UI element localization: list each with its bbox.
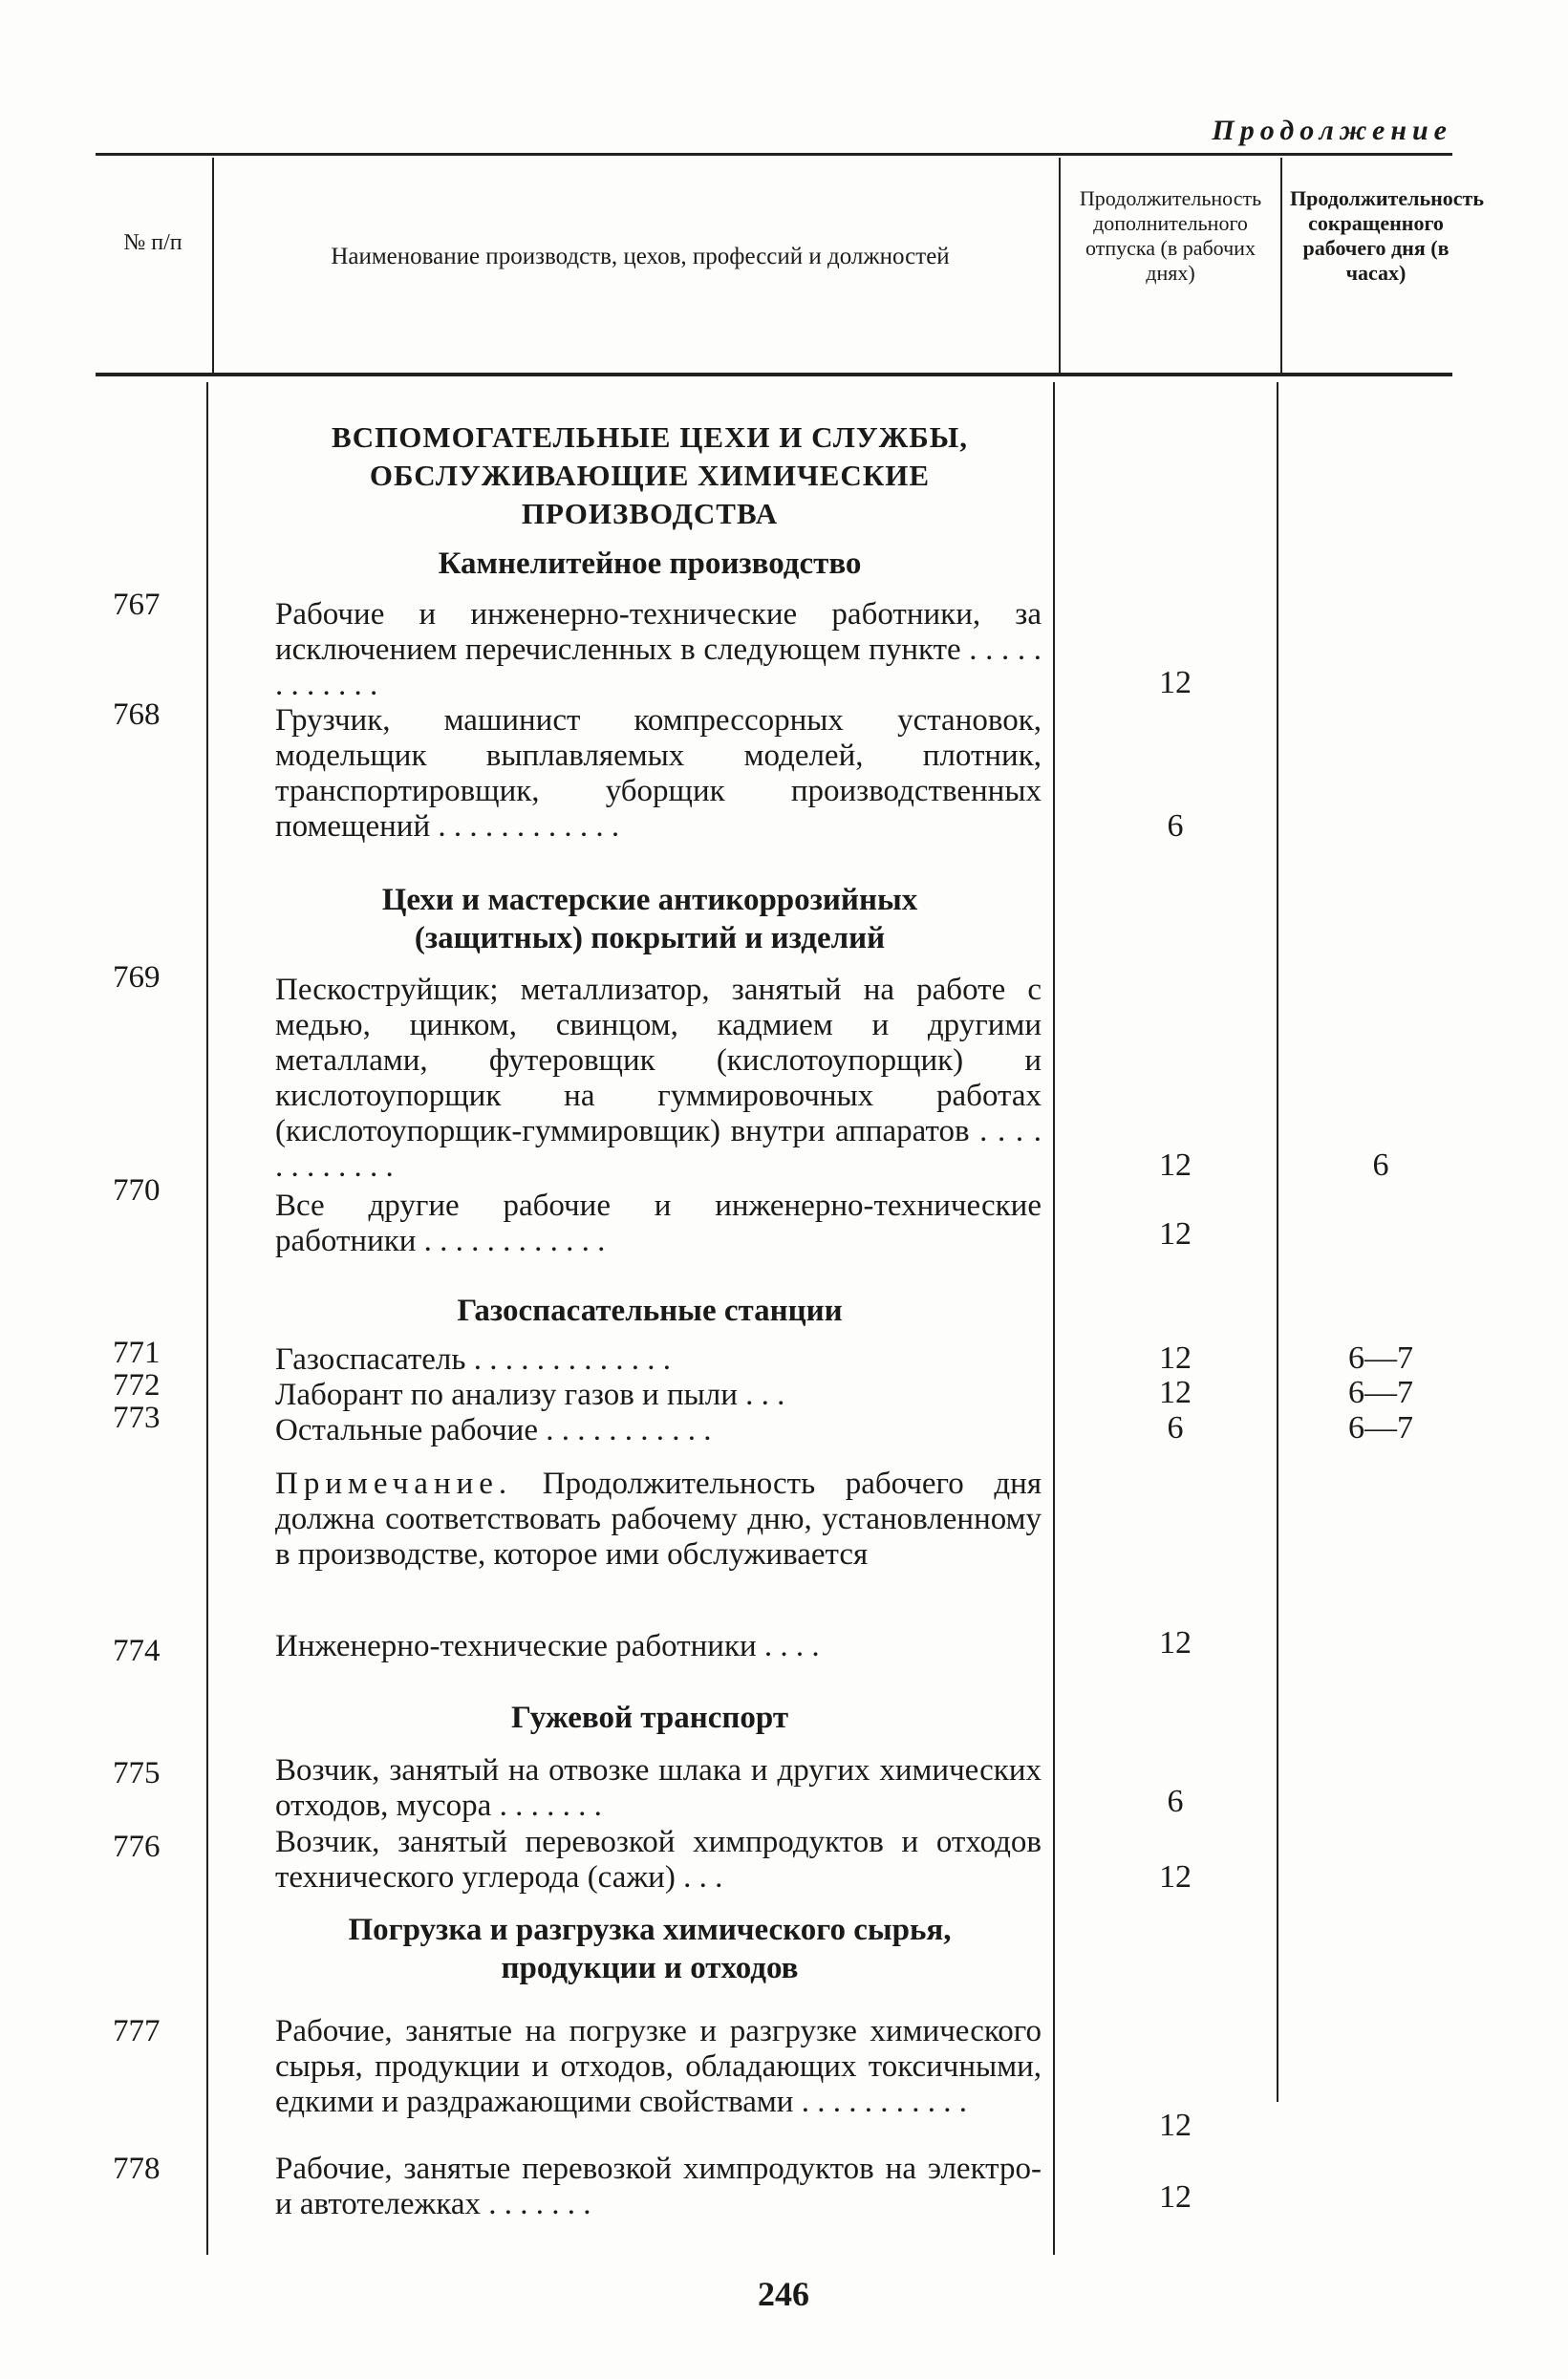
note-text: Продолжительность рабочего дня должна соответствовать рабочему дню, установленному в производстве, которое ими обслуживается xyxy=(275,1467,1042,1572)
section-title: Цехи и мастерские антикоррозийных (защитных) покрытий и изделий xyxy=(381,883,918,955)
row-leave: 12 xyxy=(1159,1216,1192,1252)
row-leave: 12 xyxy=(1159,1147,1192,1183)
row-number: 768 xyxy=(113,697,161,732)
row-leave: 6 xyxy=(1167,1410,1184,1446)
row-text: Возчик, занятый на отвозке шлака и других химических отходов, мусора . . . . . . . xyxy=(275,1753,1042,1823)
section-title: Гужевой транспорт xyxy=(510,1701,789,1735)
note-label: Примечание. xyxy=(275,1467,513,1501)
section-title: Газоспасательные станции xyxy=(457,1294,843,1328)
body-divider-1 xyxy=(206,382,208,2255)
header-top-rule xyxy=(96,153,1452,156)
header-bottom-rule xyxy=(96,373,1452,376)
continued-label: Продолжение xyxy=(1212,115,1452,146)
row-number: 775 xyxy=(113,1756,161,1790)
row-text: Инженерно-технические работники . . . . xyxy=(275,1629,820,1663)
header-num: № п/п xyxy=(123,230,183,255)
row-text: Возчик, занятый перевозкой химпродуктов и отходов технического углерода (сажи) . . . xyxy=(275,1825,1042,1895)
row-number: 773 xyxy=(113,1401,161,1435)
row-leave: 6 xyxy=(1167,808,1184,844)
header-name: Наименование производств, цехов, профессий и должностей xyxy=(331,244,950,269)
row-text: Грузчик, машинист компрессорных установок, модельщик выплавляемых моделей, плотник, транспортировщик, уборщик производственных помещений . . . . . . . . . . . . xyxy=(275,703,1042,844)
divider-1 xyxy=(212,158,214,373)
row-text: Газоспасатель . . . . . . . . . . . . . xyxy=(275,1342,671,1377)
row-leave: 12 xyxy=(1159,2179,1192,2215)
row-number: 772 xyxy=(113,1368,161,1403)
row-number: 769 xyxy=(113,960,161,995)
row-text: Все другие рабочие и инженерно-технические работники . . . . . . . . . . . . xyxy=(275,1189,1042,1258)
main-section-title: ВСПОМОГАТЕЛЬНЫЕ ЦЕХИ И СЛУЖБЫ, ОБСЛУЖИВАЮЩИЕ ХИМИЧЕСКИЕ ПРОИЗВОДСТВА xyxy=(332,420,968,530)
row-short-day: 6—7 xyxy=(1348,1375,1413,1410)
row-leave: 12 xyxy=(1159,1375,1192,1410)
section-title: Камнелитейное производство xyxy=(438,547,862,581)
row-leave: 6 xyxy=(1167,1784,1184,1819)
row-text: Рабочие, занятые перевозкой химпродуктов на электро- и автотележках . . . . . . . xyxy=(275,2152,1042,2221)
row-text: Рабочие, занятые на погрузке и разгрузке химического сырья, продукции и отходов, обладающих токсичными, едкими и раздражающими свойствами . . . . . . . . . . . xyxy=(275,2014,1042,2119)
row-leave: 12 xyxy=(1159,2108,1192,2143)
row-short-day: 6—7 xyxy=(1348,1340,1413,1376)
row-number: 778 xyxy=(113,2152,161,2186)
row-number: 767 xyxy=(113,588,161,622)
header-short-day: Продолжительность сокращенного рабочего дня (в часах) xyxy=(1290,186,1484,285)
page-number: 246 xyxy=(758,2275,809,2313)
section-title: Погрузка и разгрузка химического сырья, продукции и отходов xyxy=(348,1913,952,1985)
body-divider-3 xyxy=(1277,382,1278,2102)
divider-3 xyxy=(1280,158,1282,373)
row-leave: 12 xyxy=(1159,665,1192,700)
row-number: 777 xyxy=(113,2014,161,2048)
row-short-day: 6—7 xyxy=(1348,1410,1413,1446)
header-extra-leave: Продолжительность дополнительного отпуска (в рабочих днях) xyxy=(1079,186,1262,285)
row-number: 774 xyxy=(113,1634,161,1668)
row-text: Лаборант по анализу газов и пыли . . . xyxy=(275,1378,785,1412)
row-short-day: 6 xyxy=(1372,1147,1389,1183)
row-number: 771 xyxy=(113,1336,161,1370)
row-leave: 12 xyxy=(1159,1625,1192,1661)
note xyxy=(275,1467,1042,1573)
row-leave: 12 xyxy=(1159,1859,1192,1895)
row-number: 776 xyxy=(113,1830,161,1864)
row-text: Рабочие и инженерно-технические работники, за исключением перечисленных в следующем пункте . . . . . . . . . . . . xyxy=(275,597,1042,702)
row-leave: 12 xyxy=(1159,1340,1192,1376)
body-divider-2 xyxy=(1053,382,1055,2255)
row-text: Пескоструйщик; металлизатор, занятый на работе с медью, цинком, свинцом, кадмием и другими металлами, футеровщик (кислотоупорщик) и кислотоупорщик на гуммировочных работах (кислотоупорщик-гуммировщик) внутри аппаратов . . . . . . . . . . . . xyxy=(275,973,1042,1184)
row-text: Остальные рабочие . . . . . . . . . . . xyxy=(275,1413,712,1447)
row-number: 770 xyxy=(113,1173,161,1208)
